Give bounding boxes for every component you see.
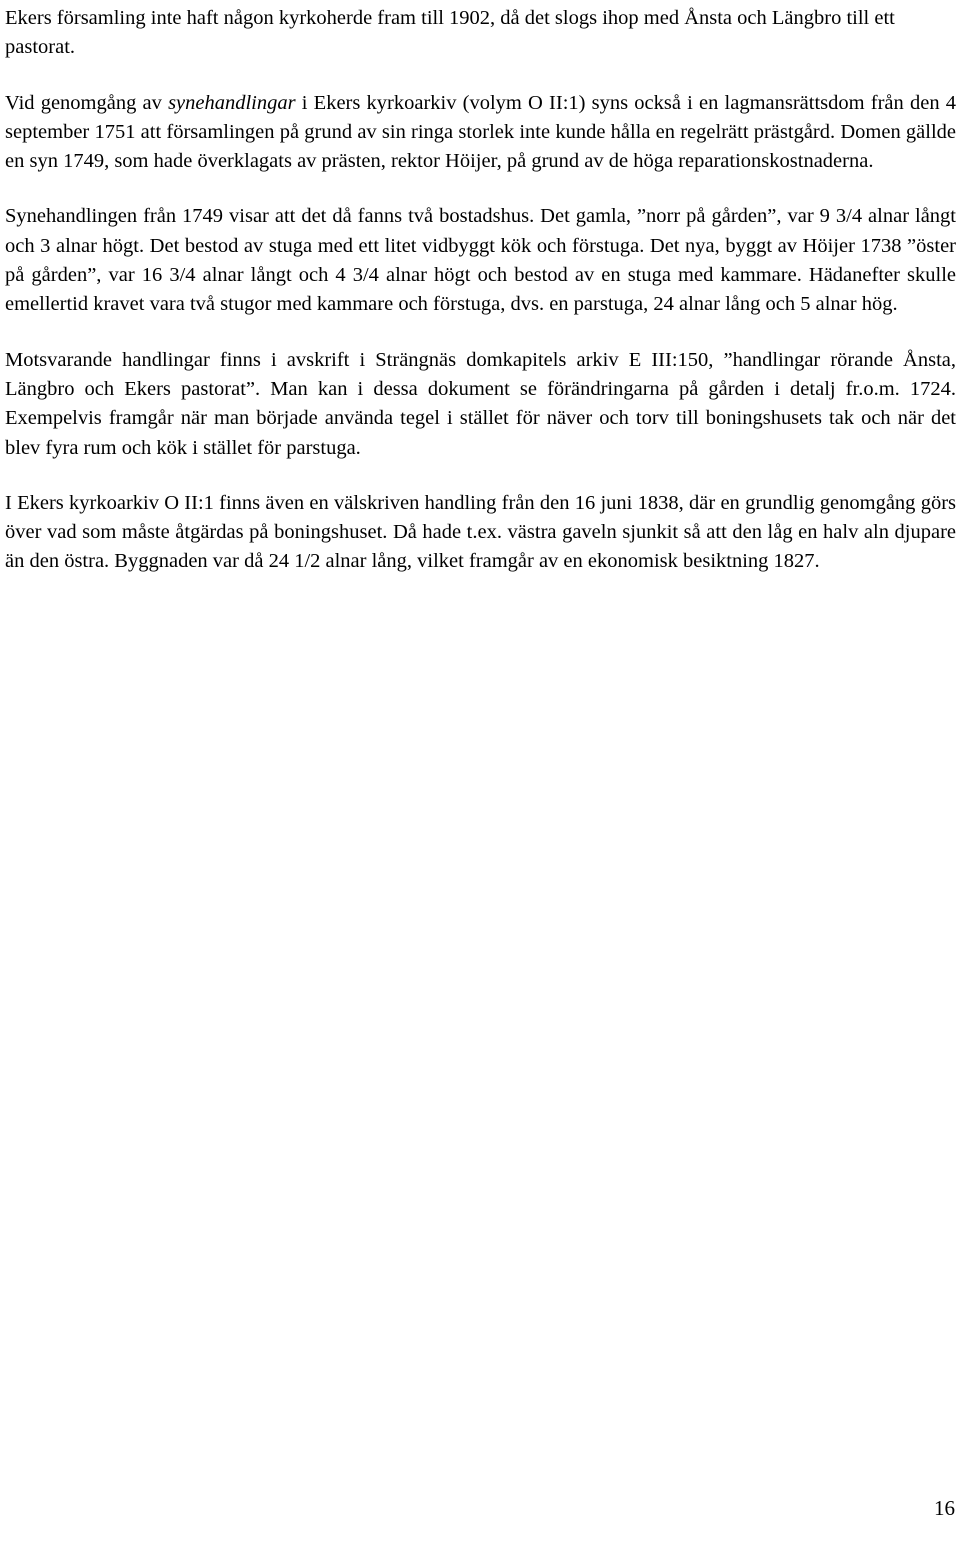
paragraph-3: Synehandlingen från 1749 visar att det då fanns två bostadshus. Det gamla, ”norr på gården”, var 9 3/4 alnar långt och 3 alnar högt. Det bestod av stuga med ett litet vidbyggt kök och förstuga. Det nya, byggt av Höijer 1738 ”öster på gården”, var 16 3/4 alnar långt och 4 3/4 alnar högt och bestod av en stuga med kammare. Hädanefter skulle emellertid kravet vara två stugor med kammare och förstuga, dvs. en parstuga, 24 alnar lång och 5 alnar hög.	[5, 205, 956, 316]
paragraph-2	[5, 89, 956, 177]
page-number: 16	[934, 1496, 955, 1520]
document-page	[5, 4, 956, 577]
paragraph-4: Motsvarande handlingar finns i avskrift i Strängnäs domkapitels arkiv E III:150, ”handlingar rörande Ånsta, Längbro och Ekers pastorat”. Man kan i dessa dokument se förändringarna på gården i detalj fr.o.m. 1724. Exempelvis framgår när man började använda tegel i stället för näver och torv till boningshusets tak och när det blev fyra rum och kök i stället för parstuga.	[5, 348, 956, 459]
paragraph-2-intro: Vid genomgång av	[5, 91, 169, 114]
paragraph-5: I Ekers kyrkoarkiv O II:1 finns även en välskriven handling från den 16 juni 1838, där en grundlig genomgång görs över vad som måste åtgärdas på boningshuset. Då hade t.ex. västra gaveln sjunkit så att den låg en halv aln djupare än den östra. Byggnaden var då 24 1/2 alnar lång, vilket framgår av en ekonomisk besiktning 1827.	[5, 491, 956, 573]
paragraph-2-body: i Ekers kyrkoarkiv (volym O II:1) syns också i en lagmansrättsdom från den 4 september 1751 att församlingen på grund av sin ringa storlek inte kunde hålla en regelrätt prästgård. Domen gällde en syn 1749, som hade överklagats av prästen, rektor Höijer, på grund av de höga reparationskostnaderna.	[5, 91, 956, 173]
paragraph-1: Ekers församling inte haft någon kyrkoherde fram till 1902, då det slogs ihop med Ånsta och Längbro till ett pastorat.	[5, 7, 895, 59]
paragraph-2-emphasis: synehandlingar	[168, 91, 296, 114]
